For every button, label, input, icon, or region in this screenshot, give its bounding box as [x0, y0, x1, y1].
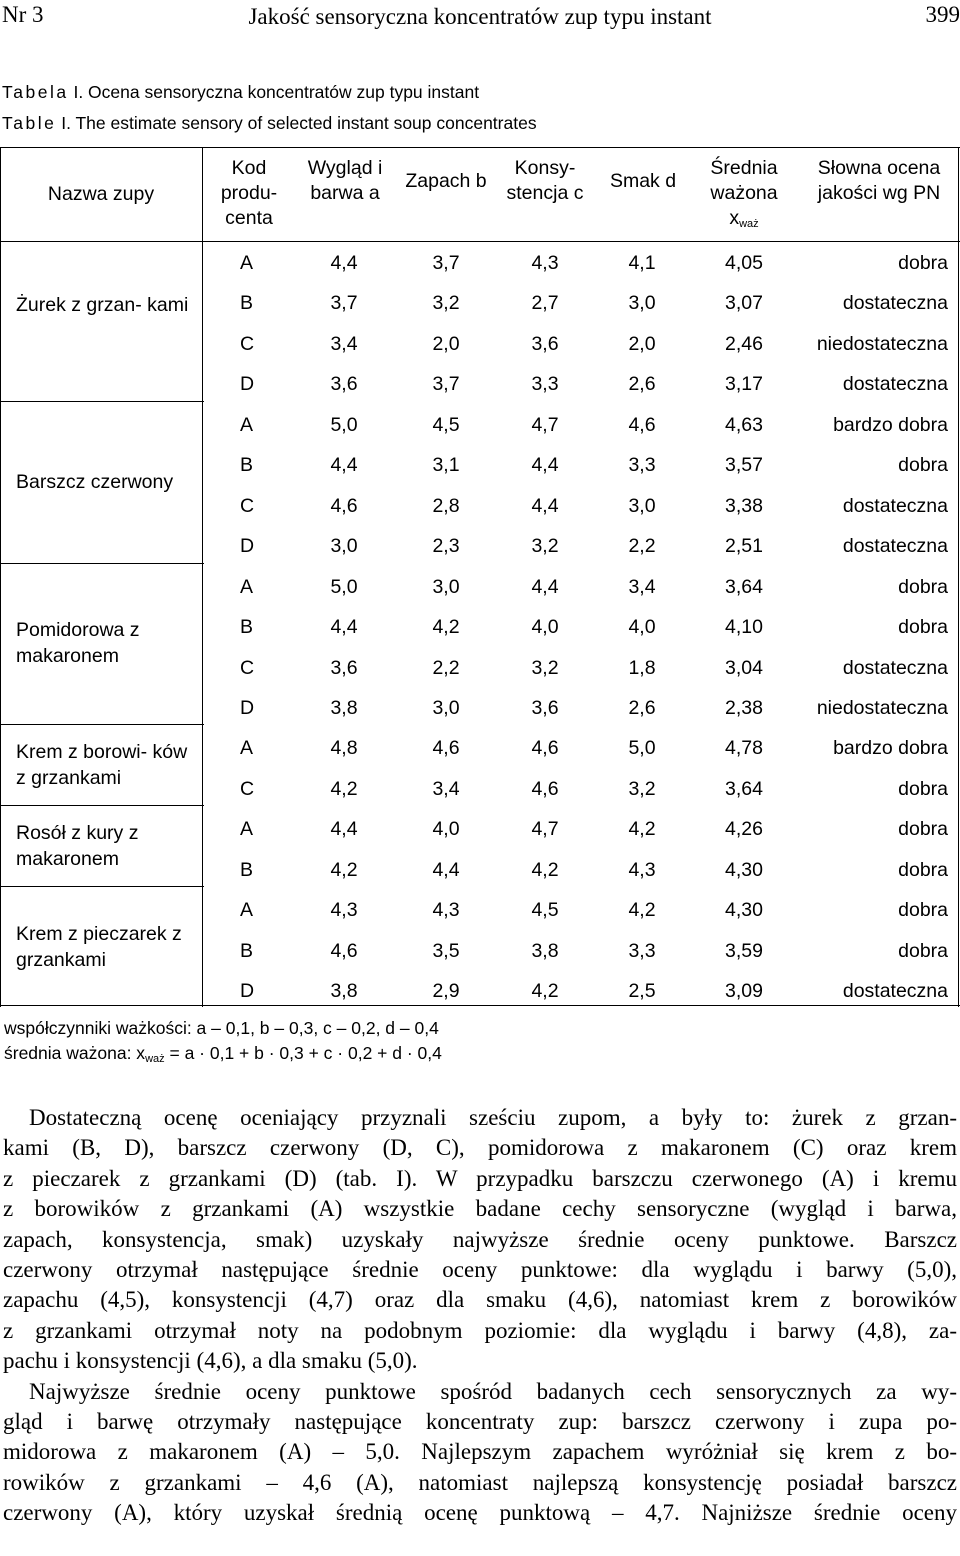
soup-name: Krem z pieczarek z grzankami [16, 923, 182, 971]
table-title-pl: I. Ocena sensoryczna koncentratów zup typu instant [73, 82, 480, 102]
taste-value: 5,0 [628, 737, 656, 760]
producer-code: C [240, 777, 255, 800]
header-weighted-label: Średnia ważona [710, 157, 778, 204]
smell-value: 2,9 [432, 980, 460, 1003]
verbal-grade: dobra [898, 777, 948, 800]
consistency-value: 4,6 [531, 737, 559, 760]
text-line: kami (B, D), barszcz czerwony (D, C), pomidorowa z makaronem (C) oraz krem [3, 1135, 957, 1161]
table-caption-en [2, 113, 537, 134]
smell-value: 4,4 [432, 858, 460, 881]
appearance-value: 4,4 [330, 818, 358, 841]
appearance-value: 3,0 [330, 535, 358, 558]
verbal-grade: dobra [898, 575, 948, 598]
weighted-average-value: 2,38 [725, 696, 763, 719]
appearance-value: 3,4 [330, 332, 358, 355]
verbal-grade: dobra [898, 818, 948, 841]
verbal-grade: dostateczna [842, 373, 948, 396]
verbal-grade: niedostateczna [816, 696, 948, 719]
smell-value: 3,0 [432, 575, 460, 598]
verbal-grade: dobra [898, 252, 948, 274]
verbal-grade: niedostateczna [816, 332, 948, 355]
text-line: z borowików z grzankami (A) wszystkie badane cechy sensoryczne (wygląd i barwa, [3, 1196, 957, 1222]
taste-value: 4,1 [628, 252, 656, 274]
formula-note: średnia ważona: $x_{waż} = a \cdot 0,1 + b \cdot 0,3 + c \cdot 0,2 + d \cdot 0,4$ [4, 1043, 442, 1065]
producer-code: A [240, 413, 254, 436]
verbal-grade: dostateczna [842, 494, 948, 517]
producer-code: D [240, 535, 255, 558]
text-line: midorowa z makaronem (A) – 5,0. Najlepszym zapachem wyróżniał się krem z bo- [3, 1439, 957, 1465]
appearance-value: 3,6 [330, 656, 358, 679]
taste-value: 2,5 [628, 980, 656, 1003]
consistency-value: 3,8 [531, 939, 559, 962]
consistency-value: 2,7 [531, 292, 559, 315]
producer-code: C [240, 656, 255, 679]
producer-code: B [240, 616, 254, 639]
consistency-value: 4,7 [531, 413, 559, 436]
text-line: z pieczarek z grzankami (D) (tab. I). W przypadku barszczu czerwonego (A) i kremu [3, 1165, 957, 1191]
appearance-value: 3,6 [330, 373, 358, 396]
appearance-value: 4,4 [330, 454, 358, 477]
smell-value: 4,6 [432, 737, 460, 760]
weighted-average-value: 4,26 [725, 818, 763, 841]
verbal-grade: dobra [898, 899, 948, 922]
smell-value: 2,3 [432, 535, 460, 558]
text-line: zapach, konsystencja, smak) uzyskały najwyższe średnie oceny punktowe. Barszcz [3, 1226, 957, 1252]
producer-code: A [240, 737, 254, 760]
weighted-average-value: 3,17 [725, 373, 763, 396]
soup-name: Pomidorowa z makaronem [16, 619, 140, 667]
verbal-grade: bardzo dobra [833, 737, 948, 760]
verbal-grade: bardzo dobra [833, 413, 948, 436]
appearance-value: 5,0 [330, 575, 358, 598]
appearance-value: 5,0 [330, 413, 358, 436]
consistency-value: 4,0 [531, 616, 559, 639]
verbal-grade: dobra [898, 939, 948, 962]
text-line: z grzankami otrzymał noty na podobnym poziomie: dla wyglądu i barwy (4,8), za- [3, 1317, 957, 1343]
soup-name: Krem z borowi- ków z grzankami [16, 741, 188, 789]
consistency-value: 4,4 [531, 454, 559, 477]
paragraph [3, 1103, 957, 1377]
group-divider [0, 563, 204, 564]
weighted-average-value: 4,63 [725, 413, 763, 436]
table-top-border [0, 147, 960, 148]
header-appearance: Wygląd i barwa a [307, 157, 383, 204]
weighted-average-value: 3,57 [725, 454, 763, 477]
appearance-value: 4,2 [330, 858, 358, 881]
taste-value: 3,3 [628, 454, 656, 477]
weighted-average-value: 4,30 [725, 858, 763, 881]
taste-value: 3,0 [628, 494, 656, 517]
taste-value: 4,2 [628, 818, 656, 841]
appearance-value: 4,4 [330, 252, 358, 274]
header-producer-code: Kod produ- centa [220, 157, 278, 229]
taste-value: 1,8 [628, 656, 656, 679]
consistency-value: 3,6 [531, 696, 559, 719]
soup-name: Rosół z kury z makaronem [16, 822, 139, 870]
verbal-grade: dobra [898, 616, 948, 639]
table-caption-pl [2, 82, 479, 103]
producer-code: D [240, 373, 255, 396]
taste-value: 3,0 [628, 292, 656, 315]
smell-value: 4,0 [432, 818, 460, 841]
producer-code: C [240, 494, 255, 517]
smell-value: 3,7 [432, 252, 460, 274]
smell-value: 4,2 [432, 616, 460, 639]
text-line: Najwyższe średnie oceny punktowe spośród badanych cech sensorycznych za wy- [29, 1378, 957, 1404]
smell-value: 3,1 [432, 454, 460, 477]
verbal-grade: dostateczna [842, 656, 948, 679]
page-number: 399 [925, 2, 960, 27]
verbal-grade: dobra [898, 858, 948, 881]
text-line: zapachu (4,5), konsystencji (4,7) oraz dla smaku (4,6), natomiast krem z borowików [3, 1287, 957, 1313]
header-soup-name: Nazwa zupy [47, 183, 155, 205]
weighted-average-value: 3,64 [725, 777, 763, 800]
issue-number: Nr 3 [2, 2, 44, 27]
header-verbal-grade: Słowna ocena jakości wg PN [817, 157, 941, 204]
smell-value: 2,2 [432, 656, 460, 679]
table-header-border [0, 241, 960, 242]
soup-name: Barszcz czerwony [16, 471, 174, 493]
verbal-grade: dobra [898, 454, 948, 477]
consistency-value: 4,3 [531, 252, 559, 274]
appearance-value: 3,8 [330, 980, 358, 1003]
page-header [0, 0, 960, 36]
text-line: czerwony (A), który uzyskał średnią ocenę punktową – 4,7. Najniższe średnie oceny [3, 1500, 957, 1526]
taste-value: 2,2 [628, 535, 656, 558]
weighted-average-value: 3,04 [725, 656, 763, 679]
text-line: rowików z grzankami – 4,6 (A), natomiast najlepszą konsystencję posiadał barszcz [3, 1469, 957, 1495]
sensory-table [0, 147, 960, 1007]
consistency-value: 3,3 [531, 373, 559, 396]
consistency-value: 4,6 [531, 777, 559, 800]
paragraph [3, 1377, 957, 1529]
taste-value: 4,2 [628, 899, 656, 922]
header-weighted-symbol: $x_{waż}$ [729, 207, 759, 230]
consistency-value: 4,2 [531, 858, 559, 881]
appearance-value: 4,6 [330, 939, 358, 962]
consistency-value: 4,4 [531, 494, 559, 517]
verbal-grade: dostateczna [842, 292, 948, 315]
smell-value: 3,7 [432, 373, 460, 396]
producer-code: C [240, 332, 255, 355]
table-label-pl: Tabela [2, 82, 69, 102]
group-divider [0, 401, 204, 402]
taste-value: 4,0 [628, 616, 656, 639]
consistency-value: 4,4 [531, 575, 559, 598]
appearance-value: 4,6 [330, 494, 358, 517]
consistency-value: 4,2 [531, 980, 559, 1003]
text-line: czerwony otrzymał następujące średnie oceny punktowe: dla wyglądu i barwy (5,0), [3, 1257, 957, 1283]
weighted-average-value: 4,10 [725, 616, 763, 639]
consistency-value: 3,2 [531, 656, 559, 679]
header-consistency: Konsy- stencja c [506, 157, 584, 204]
weighted-average-value: 3,38 [725, 494, 763, 517]
taste-value: 3,2 [628, 777, 656, 800]
weighted-average-value: 4,78 [725, 737, 763, 760]
producer-code: D [240, 696, 255, 719]
appearance-value: 3,8 [330, 696, 358, 719]
taste-value: 4,3 [628, 858, 656, 881]
table-title-en: I. The estimate sensory of selected instant soup concentrates [61, 113, 537, 133]
appearance-value: 4,2 [330, 777, 358, 800]
running-title: Jakość sensoryczna koncentratów zup typu instant [248, 4, 712, 29]
group-divider [0, 886, 204, 887]
table-left-border [0, 147, 1, 1007]
appearance-value: 4,4 [330, 616, 358, 639]
weighted-average-value: 3,09 [725, 980, 763, 1003]
table-right-border [958, 147, 959, 1007]
group-divider [0, 724, 204, 725]
producer-code: A [240, 899, 254, 922]
verbal-grade: dostateczna [842, 980, 948, 1003]
weighted-average-value: 3,64 [725, 575, 763, 598]
text-line: pachu i konsystencji (4,6), a dla smaku (5,0). [3, 1348, 418, 1374]
producer-code: A [240, 818, 254, 841]
taste-value: 3,3 [628, 939, 656, 962]
consistency-value: 3,6 [531, 332, 559, 355]
weighted-average-value: 2,46 [725, 332, 763, 355]
table-label-en: Table [2, 113, 57, 133]
soup-name: Żurek z grzan- kami [16, 294, 189, 316]
producer-code: A [240, 252, 254, 274]
smell-value: 3,5 [432, 939, 460, 962]
header-taste: Smak d [609, 170, 677, 192]
verbal-grade: dostateczna [842, 535, 948, 558]
body-text [3, 1103, 957, 1529]
text-line: gląd i barwę otrzymały następujące koncentraty zup: barszcz czerwony i zupa po- [3, 1409, 957, 1435]
taste-value: 2,0 [628, 332, 656, 355]
soup-column-border [202, 147, 203, 1007]
header-weighted-average [690, 156, 798, 237]
header-smell: Zapach b [405, 170, 487, 192]
taste-value: 2,6 [628, 373, 656, 396]
producer-code: D [240, 980, 255, 1003]
smell-value: 2,0 [432, 332, 460, 355]
producer-code: B [240, 292, 254, 315]
taste-value: 4,6 [628, 413, 656, 436]
producer-code: B [240, 858, 254, 881]
smell-value: 4,5 [432, 413, 460, 436]
taste-value: 2,6 [628, 696, 656, 719]
consistency-value: 4,7 [531, 818, 559, 841]
consistency-value: 3,2 [531, 535, 559, 558]
producer-code: B [240, 939, 254, 962]
smell-value: 3,4 [432, 777, 460, 800]
appearance-value: 4,8 [330, 737, 358, 760]
smell-value: 3,0 [432, 696, 460, 719]
weighted-average-value: 4,30 [725, 899, 763, 922]
producer-code: A [240, 575, 254, 598]
producer-code: B [240, 454, 254, 477]
appearance-value: 4,3 [330, 899, 358, 922]
smell-value: 2,8 [432, 494, 460, 517]
taste-value: 3,4 [628, 575, 656, 598]
group-divider [0, 805, 204, 806]
weighted-average-value: 3,07 [725, 292, 763, 315]
weighted-average-value: 4,05 [725, 252, 763, 274]
appearance-value: 3,7 [330, 292, 358, 315]
weights-note: współczynniki ważkości: a – 0,1, b – 0,3, c – 0,2, d – 0,4 [4, 1018, 439, 1038]
smell-value: 3,2 [432, 292, 460, 315]
text-line: Dostateczną ocenę oceniający przyznali sześciu zupom, a były to: żurek z grzan- [29, 1105, 957, 1130]
smell-value: 4,3 [432, 899, 460, 922]
consistency-value: 4,5 [531, 899, 559, 922]
weighted-average-value: 3,59 [725, 939, 763, 962]
weighted-average-value: 2,51 [725, 535, 763, 558]
